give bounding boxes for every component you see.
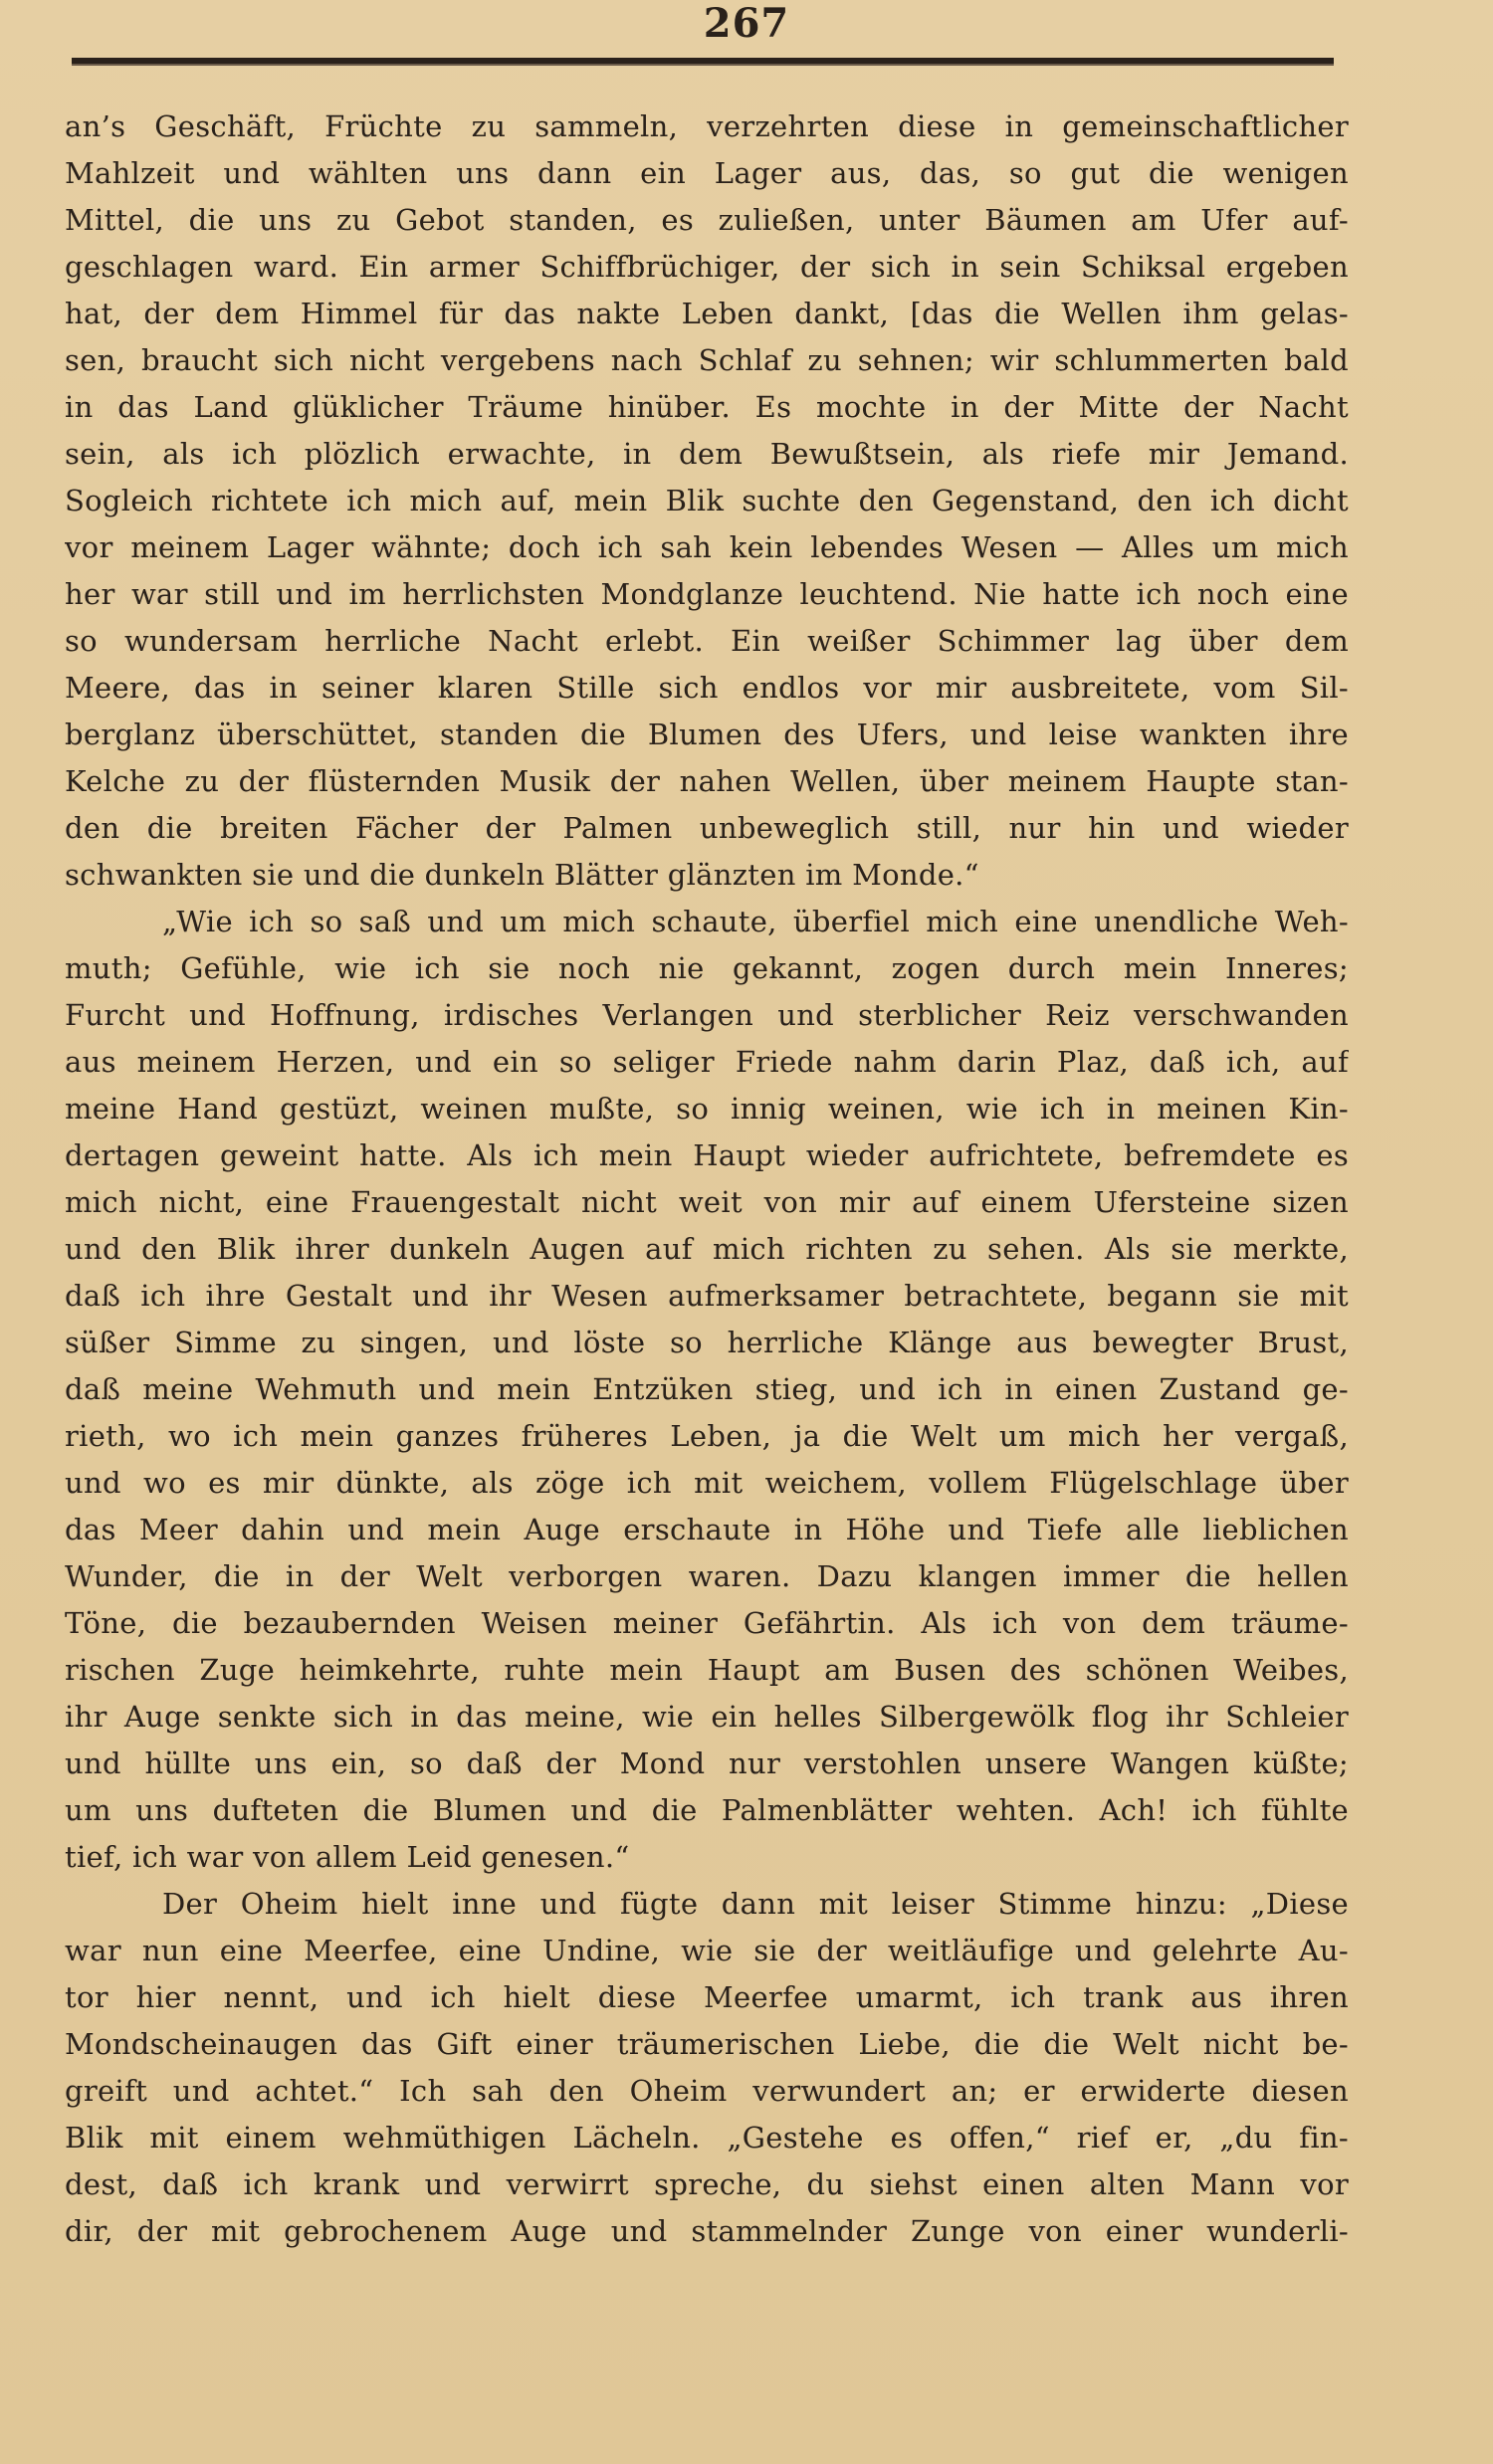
text-line: Meere, das in seiner klaren Stille sich endlos vor mir ausbreitete, vom Sil- xyxy=(65,671,1349,705)
text-line: her war still und im herrlichsten Mondglanze leuchtend. Nie hatte ich noch eine xyxy=(65,577,1349,611)
text-line: dir, der mit gebrochenem Auge und stammelnder Zunge von einer wunderli- xyxy=(65,2214,1349,2248)
text-line: hat, der dem Himmel für das nakte Leben dankt, [das die Wellen ihm gelas- xyxy=(65,297,1349,330)
text-line: so wundersam herrliche Nacht erlebt. Ein weißer Schimmer lag über dem xyxy=(65,624,1349,658)
body-text xyxy=(65,103,1349,2255)
text-line: um uns dufteten die Blumen und die Palmenblätter wehten. Ach! ich fühlte xyxy=(65,1793,1349,1827)
text-line: Töne, die bezaubernden Weisen meiner Gefährtin. Als ich von dem träume- xyxy=(65,1606,1349,1640)
text-line: geschlagen ward. Ein armer Schiffbrüchiger, der sich in sein Schiksal ergeben xyxy=(65,250,1349,284)
text-line: schwankten sie und die dunkeln Blätter glänzten im Monde.“ xyxy=(65,858,979,892)
text-line: süßer Simme zu singen, und löste so herrliche Klänge aus bewegter Brust, xyxy=(65,1326,1349,1359)
text-line: mich nicht, eine Frauengestalt nicht weit von mir auf einem Ufersteine sizen xyxy=(65,1185,1349,1219)
text-line: den die breiten Fächer der Palmen unbeweglich still, nur hin und wieder xyxy=(65,811,1349,845)
text-line: war nun eine Meerfee, eine Undine, wie sie der weitläufige und gelehrte Au- xyxy=(65,1934,1349,1967)
text-line: Blik mit einem wehmüthigen Lächeln. „Gestehe es offen,“ rief er, „du fin- xyxy=(65,2121,1349,2155)
paragraph-1 xyxy=(65,103,1349,899)
text-line: und hüllte uns ein, so daß der Mond nur verstohlen unsere Wangen küßte; xyxy=(65,1746,1349,1780)
text-line: an’s Geschäft, Früchte zu sammeln, verzehrten diese in gemeinschaftlicher xyxy=(65,109,1349,143)
text-line: Mondscheinaugen das Gift einer träumerischen Liebe, die die Welt nicht be- xyxy=(65,2027,1349,2061)
text-line: und wo es mir dünkte, als zöge ich mit weichem, vollem Flügelschlage über xyxy=(65,1466,1349,1500)
text-line: Mittel, die uns zu Gebot standen, es zuließen, unter Bäumen am Ufer auf- xyxy=(65,203,1349,237)
text-line: ihr Auge senkte sich in das meine, wie ein helles Silbergewölk flog ihr Schleier xyxy=(65,1700,1349,1734)
text-line: dertagen geweint hatte. Als ich mein Haupt wieder aufrichtete, befremdete es xyxy=(65,1138,1349,1172)
text-line: Mahlzeit und wählten uns dann ein Lager aus, das, so gut die wenigen xyxy=(65,156,1349,190)
text-line: rischen Zuge heimkehrte, ruhte mein Haupt am Busen des schönen Weibes, xyxy=(65,1653,1349,1687)
paragraph-3 xyxy=(65,1881,1349,2255)
text-line: das Meer dahin und mein Auge erschaute in Höhe und Tiefe alle lieblichen xyxy=(65,1513,1349,1546)
text-line: und den Blik ihrer dunkeln Augen auf mich richten zu sehen. Als sie merkte, xyxy=(65,1232,1349,1266)
text-line: sen, braucht sich nicht vergebens nach Schlaf zu sehnen; wir schlummerten bald xyxy=(65,343,1349,377)
text-line: muth; Gefühle, wie ich sie noch nie gekannt, zogen durch mein Inneres; xyxy=(65,951,1349,985)
text-line: greift und achtet.“ Ich sah den Oheim verwundert an; er erwiderte diesen xyxy=(65,2074,1349,2108)
text-line: Kelche zu der flüsternden Musik der nahen Wellen, über meinem Haupte stan- xyxy=(65,764,1349,798)
text-line: tief, ich war von allem Leid genesen.“ xyxy=(65,1840,630,1874)
text-line: Der Oheim hielt inne und fügte dann mit leiser Stimme hinzu: „Diese xyxy=(162,1887,1349,1921)
text-line: Sogleich richtete ich mich auf, mein Blik suchte den Gegenstand, den ich dicht xyxy=(65,484,1349,517)
header-rule xyxy=(72,58,1334,64)
text-line: meine Hand gestüzt, weinen mußte, so innig weinen, wie ich in meinen Kin- xyxy=(65,1092,1349,1126)
paragraph-2 xyxy=(65,899,1349,1881)
page-number: 267 xyxy=(703,0,790,47)
text-line: Furcht und Hoffnung, irdisches Verlangen und sterblicher Reiz verschwanden xyxy=(65,998,1349,1032)
text-line: daß ich ihre Gestalt und ihr Wesen aufmerksamer betrachtete, begann sie mit xyxy=(65,1279,1349,1313)
text-line: aus meinem Herzen, und ein so seliger Friede nahm darin Plaz, daß ich, auf xyxy=(65,1045,1349,1079)
text-line: in das Land glüklicher Träume hinüber. Es mochte in der Mitte der Nacht xyxy=(65,390,1349,424)
text-line: daß meine Wehmuth und mein Entzüken stieg, und ich in einen Zustand ge- xyxy=(65,1372,1349,1406)
text-line: dest, daß ich krank und verwirrt spreche, du siehst einen alten Mann vor xyxy=(65,2167,1349,2201)
text-line: Wunder, die in der Welt verborgen waren. Dazu klangen immer die hellen xyxy=(65,1559,1349,1593)
text-line: vor meinem Lager wähnte; doch ich sah kein lebendes Wesen — Alles um mich xyxy=(65,530,1349,564)
text-line: tor hier nennt, und ich hielt diese Meerfee umarmt, ich trank aus ihren xyxy=(65,1980,1349,2014)
text-line: „Wie ich so saß und um mich schaute, überfiel mich eine unendliche Weh- xyxy=(162,905,1349,938)
text-line: rieth, wo ich mein ganzes früheres Leben, ja die Welt um mich her vergaß, xyxy=(65,1419,1349,1453)
text-line: sein, als ich plözlich erwachte, in dem Bewußtsein, als riefe mir Jemand. xyxy=(65,437,1349,471)
text-line: berglanz überschüttet, standen die Blumen des Ufers, und leise wankten ihre xyxy=(65,718,1349,751)
